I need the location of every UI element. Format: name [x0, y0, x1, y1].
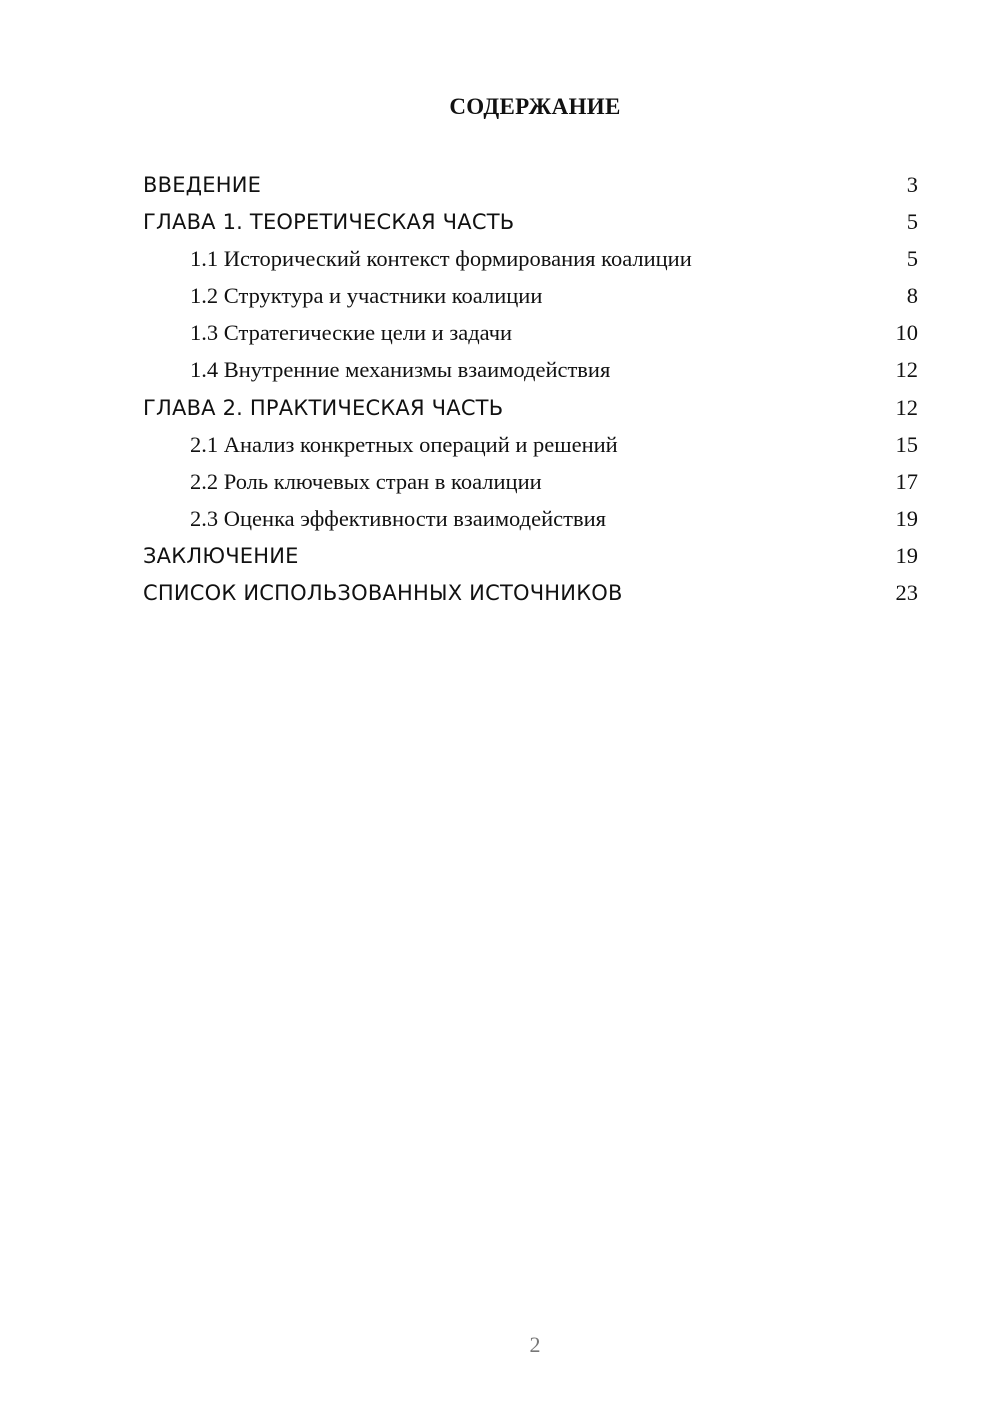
toc-entry-page: 17 — [895, 468, 918, 494]
toc-entry-page: 10 — [895, 320, 918, 346]
toc-entry-page: 8 — [906, 283, 918, 309]
toc-entry-label: 2.2 Роль ключевых стран в коалиции — [190, 468, 542, 494]
table-of-contents — [143, 166, 918, 611]
toc-entry-label: 2.1 Анализ конкретных операций и решений — [190, 431, 618, 457]
toc-title: СОДЕРЖАНИЕ — [449, 94, 621, 119]
toc-entry-section-1-2[interactable] — [143, 277, 918, 314]
toc-entry-page: 23 — [895, 580, 918, 606]
toc-entry-page: 5 — [906, 209, 918, 235]
toc-entry-page: 19 — [895, 542, 918, 568]
toc-entry-label: 2.3 Оценка эффективности взаимодействия — [190, 505, 606, 531]
toc-entry-label: ЗАКЛЮЧЕНИЕ — [143, 543, 299, 568]
toc-entry-label: 1.1 Исторический контекст формирования коалиции — [190, 246, 692, 272]
toc-entry-label: ГЛАВА 1. ТЕОРЕТИЧЕСКАЯ ЧАСТЬ — [143, 210, 515, 235]
toc-entry-page: 19 — [895, 505, 918, 531]
toc-entry-label: 1.3 Стратегические цели и задачи — [190, 320, 513, 346]
toc-entry-label: СПИСОК ИСПОЛЬЗОВАННЫХ ИСТОЧНИКОВ — [143, 581, 623, 606]
toc-entry-section-1-4[interactable] — [143, 351, 918, 388]
toc-entry-label: ГЛАВА 2. ПРАКТИЧЕСКАЯ ЧАСТЬ — [143, 395, 504, 420]
toc-entry-conclusion[interactable] — [143, 537, 918, 574]
toc-entry-page: 3 — [906, 172, 918, 197]
toc-entry-label: 1.2 Структура и участники коалиции — [190, 283, 543, 309]
toc-entry-chapter-2[interactable] — [143, 389, 918, 426]
toc-entry-page: 15 — [895, 431, 918, 457]
toc-entry-section-1-3[interactable] — [143, 314, 918, 351]
toc-entry-section-2-2[interactable] — [143, 463, 918, 500]
toc-entry-page: 5 — [906, 246, 918, 272]
toc-entry-section-2-1[interactable] — [143, 426, 918, 463]
toc-entry-section-2-3[interactable] — [143, 500, 918, 537]
page-number: 2 — [529, 1332, 541, 1357]
toc-entry-chapter-1[interactable] — [143, 203, 918, 240]
toc-entry-label: 1.4 Внутренние механизмы взаимодействия — [190, 357, 611, 383]
toc-entry-introduction[interactable] — [143, 166, 918, 203]
toc-entry-references[interactable] — [143, 574, 918, 611]
toc-entry-label: ВВЕДЕНИЕ — [143, 173, 262, 197]
toc-entry-page: 12 — [895, 357, 918, 383]
toc-entry-page: 12 — [895, 394, 918, 420]
toc-entry-section-1-1[interactable] — [143, 240, 918, 277]
